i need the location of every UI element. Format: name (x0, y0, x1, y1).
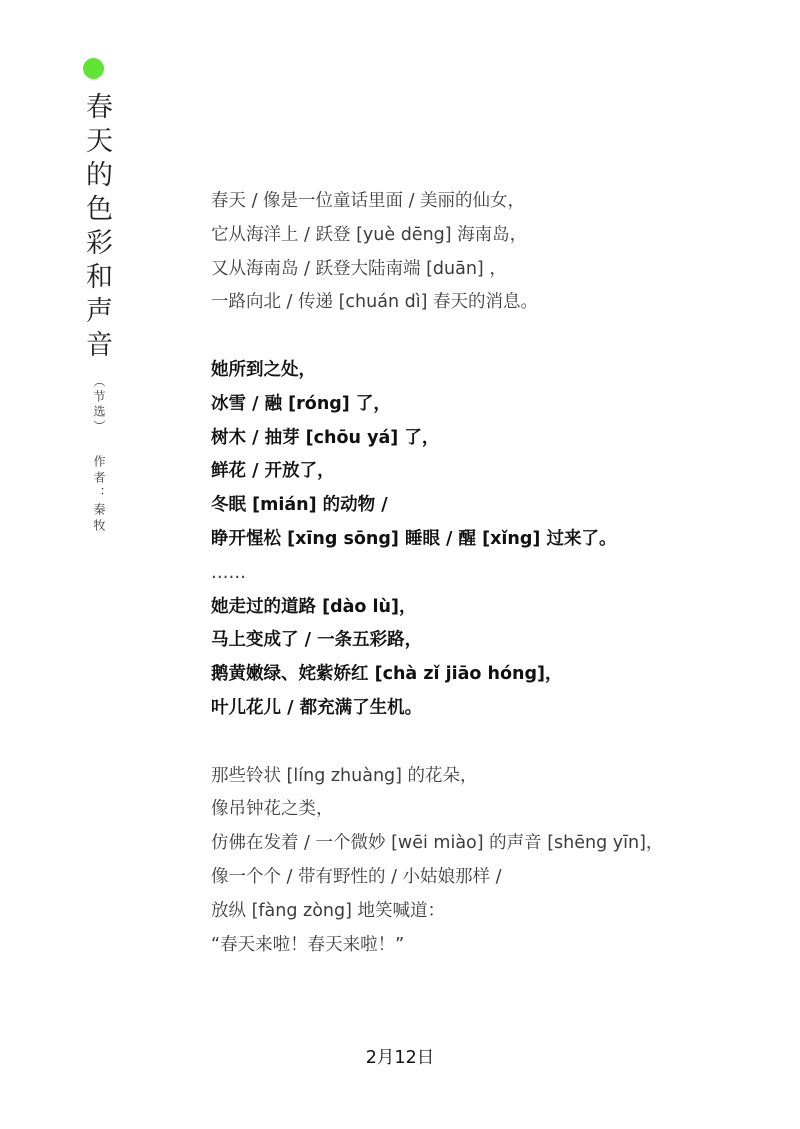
poem-line: 春天 / 像是一位童话里面 / 美丽的仙女， (211, 191, 526, 211)
poem-line: 仿佛在发着 / 一个微妙 [wēi miào] 的声音 [shēng yīn]， (211, 833, 664, 854)
poem-line: 睁开惺松 [xīng sōng] 睡眼 / 醒 [xǐng] 过来了。 (211, 528, 617, 549)
poem-body (211, 185, 771, 962)
poem-line: 又从海南岛 / 跃登大陆南端 [duān] ， (211, 258, 507, 279)
page-date: 2月12日 (365, 1048, 435, 1068)
poem-ellipsis: …… (211, 562, 246, 583)
green-dot-icon (83, 58, 104, 79)
poem-subtitle: （节选） (92, 375, 106, 435)
poem-line: 叶儿花儿 / 都充满了生机。 (211, 697, 423, 718)
poem-author: 作者：秦牧 (92, 455, 106, 535)
poem-line: 冰雪 / 融 [róng] 了， (211, 393, 391, 414)
poem-line: 像吊钟花之类， (211, 799, 334, 820)
stanza-2 (211, 354, 771, 726)
poem-line: 马上变成了 / 一条五彩路， (211, 630, 423, 651)
poem-line: 放纵 [fàng zòng] 地笑喊道： (211, 900, 446, 921)
poem-line: 鹅黄嫩绿、姹紫娇红 [chà zǐ jiāo hóng]， (211, 664, 563, 685)
stanza-3 (211, 760, 771, 963)
poem-line: 鲜花 / 开放了， (211, 461, 335, 482)
poem-line: 她走过的道路 [dào lù]， (211, 596, 417, 617)
poem-line: “春天来啦！春天来啦！” (211, 934, 405, 955)
poem-line: 像一个个 / 带有野性的 / 小姑娘那样 / (211, 866, 502, 887)
poem-line: 它从海洋上 / 跃登 [yuè dēng] 海南岛， (211, 224, 528, 245)
poem-line: 一路向北 / 传递 [chuán dì] 春天的消息。 (211, 292, 538, 313)
stanza-gap (211, 726, 771, 760)
poem-line: 她所到之处， (211, 359, 316, 380)
stanza-1 (211, 185, 771, 320)
poem-line: 冬眠 [mián] 的动物 / (211, 495, 388, 516)
stanza-gap (211, 320, 771, 354)
poem-title: 春天的色彩和声音 (81, 92, 112, 364)
poem-line: 树木 / 抽芽 [chōu yá] 了， (211, 427, 440, 448)
poem-line: 那些铃状 [líng zhuàng] 的花朵， (211, 765, 478, 786)
